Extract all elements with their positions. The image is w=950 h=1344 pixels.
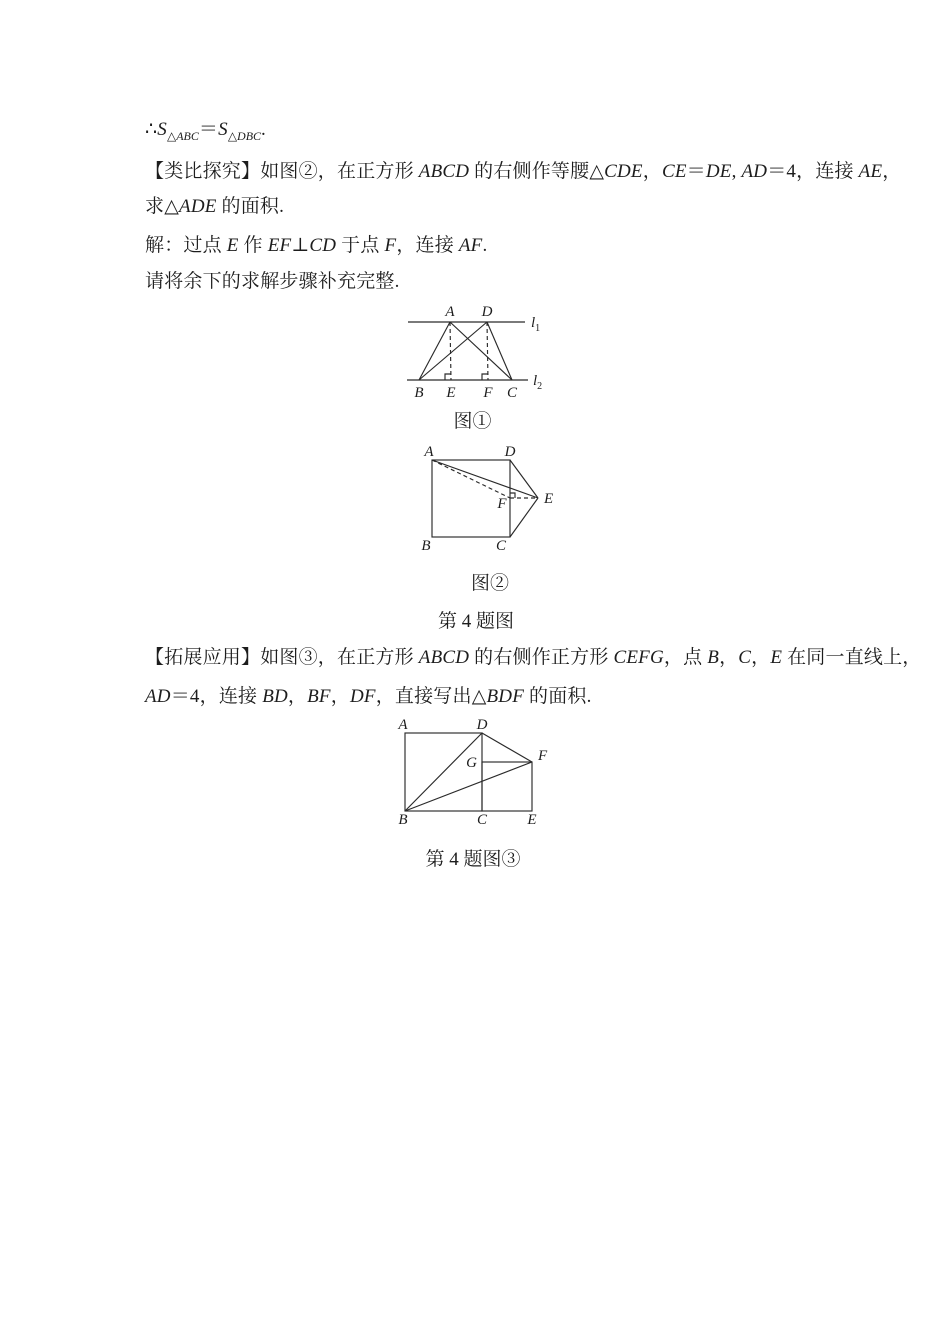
figure-1-caption: 图① bbox=[453, 411, 492, 432]
text-segment: DE bbox=[705, 161, 732, 182]
analogy-exploration-text-line-1 bbox=[145, 159, 902, 185]
segment-AC bbox=[450, 322, 512, 380]
text-segment: ，点 bbox=[663, 647, 708, 668]
point-label-D: D bbox=[481, 304, 493, 320]
figure-1-diagram bbox=[395, 300, 550, 405]
text-segment: B bbox=[707, 647, 720, 668]
dashed-altitude-DF bbox=[487, 322, 488, 380]
segment-CE bbox=[510, 498, 538, 537]
right-angle-mark-F bbox=[482, 374, 488, 380]
dashed-segment-AF bbox=[432, 460, 510, 498]
text-segment: ， bbox=[751, 647, 771, 668]
text-segment: ∴ bbox=[145, 119, 158, 140]
text-segment: 于点 bbox=[336, 235, 385, 256]
text-segment: ，连接 bbox=[396, 235, 459, 256]
text-segment: CD bbox=[309, 235, 337, 256]
text-segment: AD bbox=[145, 686, 171, 707]
text-segment: . bbox=[482, 235, 488, 256]
text-segment: ， bbox=[642, 161, 662, 182]
text-segment: ， bbox=[719, 647, 739, 668]
text-segment: E bbox=[770, 647, 783, 668]
text-segment: 的面积. bbox=[524, 686, 592, 707]
text-segment: E bbox=[226, 235, 239, 256]
text-segment: BD bbox=[262, 686, 288, 707]
segment-DC bbox=[487, 322, 512, 380]
text-segment: ， bbox=[287, 686, 308, 707]
text-segment: C bbox=[738, 647, 752, 668]
segment-AB bbox=[419, 322, 450, 380]
text-segment: 【类比探究】如图②，在正方形 bbox=[145, 161, 419, 182]
text-segment: ＝ bbox=[686, 161, 706, 182]
text-segment: ⊥ bbox=[291, 235, 310, 256]
text-segment: ＝4，连接 bbox=[767, 161, 859, 182]
text-segment: AE bbox=[858, 161, 883, 182]
text-segment: BF bbox=[307, 686, 331, 707]
extension-application-text-line-1 bbox=[145, 645, 922, 671]
text-segment: S bbox=[157, 119, 167, 140]
point-label-B: B bbox=[398, 812, 408, 828]
text-segment: ＝4，连接 bbox=[170, 686, 263, 707]
text-segment: AD bbox=[741, 161, 768, 182]
text-segment: 请将余下的求解步骤补充完整. bbox=[145, 271, 400, 292]
point-label-D: D bbox=[504, 444, 516, 460]
figure-group-caption: 第 4 题图 bbox=[437, 611, 514, 632]
point-label-E: E bbox=[446, 385, 456, 401]
text-segment: ， bbox=[882, 161, 902, 182]
solution-step-text bbox=[145, 233, 487, 259]
segment-DF bbox=[482, 733, 532, 762]
segment-DB bbox=[419, 322, 487, 380]
text-segment: ABCD bbox=[418, 161, 470, 182]
point-label-A: A bbox=[424, 444, 434, 460]
text-segment: △ABC bbox=[167, 129, 199, 143]
point-label-F: F bbox=[538, 748, 548, 764]
segment-BD bbox=[405, 733, 482, 811]
text-segment: 的面积. bbox=[216, 196, 285, 217]
point-label-E: E bbox=[544, 491, 554, 507]
text-segment: ， bbox=[330, 686, 350, 707]
line-label-l1: $l_1$ bbox=[531, 315, 541, 334]
text-segment: CE bbox=[661, 161, 687, 182]
figure-3-diagram bbox=[393, 717, 553, 828]
text-segment: 解：过点 bbox=[145, 235, 227, 256]
point-label-E: E bbox=[527, 812, 537, 828]
text-segment: CDE bbox=[604, 161, 643, 182]
line-label-l2: $l_2$ bbox=[533, 373, 543, 392]
text-segment: ABCD bbox=[418, 647, 470, 668]
square-CEFG bbox=[482, 762, 532, 811]
text-segment: 的右侧作等腰△ bbox=[469, 161, 605, 182]
point-label-G: G bbox=[466, 755, 477, 771]
right-angle-mark-F bbox=[510, 493, 515, 498]
text-segment: 【拓展应用】如图③，在正方形 bbox=[145, 647, 419, 668]
text-segment: , bbox=[731, 161, 742, 182]
text-segment: BDF bbox=[486, 686, 525, 707]
text-segment: . bbox=[261, 119, 266, 140]
text-segment: EF bbox=[267, 235, 292, 256]
point-label-C: C bbox=[476, 812, 488, 828]
text-segment: DF bbox=[349, 686, 376, 707]
text-segment: △DBC bbox=[227, 129, 262, 143]
text-segment: 作 bbox=[238, 235, 268, 256]
point-label-F: F bbox=[483, 385, 493, 401]
text-segment: ，直接写出△ bbox=[375, 686, 487, 707]
figure-2-diagram bbox=[415, 445, 560, 557]
analogy-exploration-text-line-2 bbox=[145, 194, 284, 220]
text-segment: AF bbox=[458, 235, 483, 256]
text-segment: 的右侧作正方形 bbox=[469, 647, 614, 668]
point-label-B: B bbox=[421, 538, 431, 554]
text-segment: 在同一直线上， bbox=[782, 647, 922, 668]
point-label-A: A bbox=[398, 717, 408, 733]
extension-application-text-line-2 bbox=[145, 684, 592, 710]
point-label-C: C bbox=[506, 385, 518, 401]
text-segment: S bbox=[218, 119, 228, 140]
point-label-B: B bbox=[414, 385, 424, 401]
point-label-A: A bbox=[445, 304, 455, 320]
point-label-C: C bbox=[495, 538, 507, 554]
text-segment: F bbox=[384, 235, 397, 256]
text-segment: ＝ bbox=[198, 119, 219, 140]
point-label-F: F bbox=[497, 496, 507, 512]
figure-3-caption: 第 4 题图③ bbox=[425, 849, 521, 870]
figure-2-caption: 图② bbox=[470, 573, 509, 594]
segment-DE bbox=[510, 460, 538, 498]
dashed-altitude-AE bbox=[450, 322, 451, 380]
text-segment: CEFG bbox=[613, 647, 664, 668]
point-label-D: D bbox=[476, 717, 488, 733]
segment-AE bbox=[432, 460, 538, 498]
right-angle-mark-E bbox=[445, 374, 451, 380]
conclusion-line bbox=[145, 117, 266, 144]
prompt-text bbox=[145, 269, 400, 295]
text-segment: 求△ bbox=[145, 196, 180, 217]
text-segment: ADE bbox=[179, 196, 217, 217]
